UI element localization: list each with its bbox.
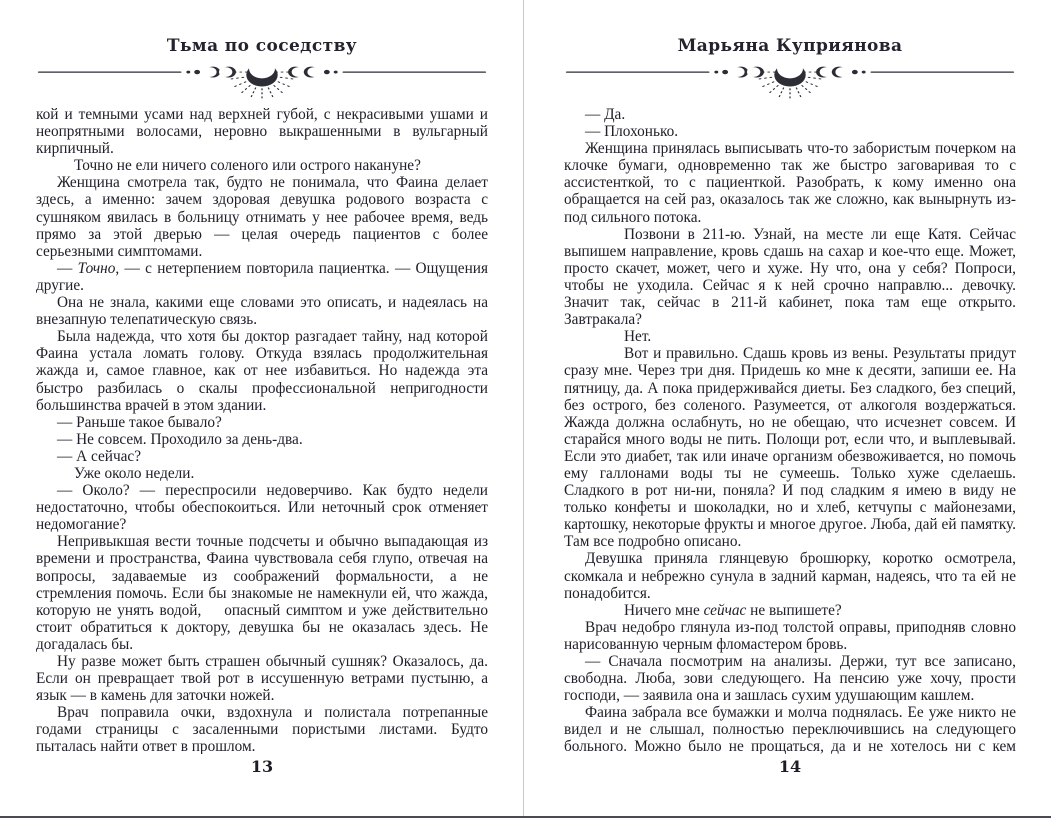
paragraph: Она не знала, какими еще словами это описать, и надеялась на внезапную телепатическую связь. [36,294,488,329]
page-number: 13 [250,757,274,776]
book-page-right [564,0,1016,818]
paragraph: Девушка приняла глянцевую брошюрку, коротко осмотрела, скомкала и небрежно сунула в задний карман, надеясь, что та ей не понадобится. [564,550,1016,602]
paragraph: Женщина смотрела так, будто не понимала, что Фаина делает здесь, а именно: зачем здоровая девушка родового возраста с сушняком явилась в больницу отнимать у нее рабочее время, ведь прямо за этой дверью — целая очередь пациентов с более серьезными симптомами. [36,174,488,260]
paragraph: кой и темными усами над верхней губой, с некрасивыми ушами и неопрятными волосами, неровно выкрашенными в вульгарный кирпичный. [36,106,488,158]
page-body [564,106,1016,754]
paragraph: Фаина забрала все бумажки и молча поднялась. Ее уже никто не видел и не слышал, полностью переключившись на следующего больного. Можно было не прощаться, да и не хотелось ни с кем [564,704,1016,754]
paragraph: — Не совсем. Проходило за день-два. [57,430,303,448]
running-header-title: Тьма по соседству [166,36,358,56]
page-header [36,36,488,101]
paragraph: Нет. [624,328,652,346]
paragraph: Вот и правильно. Сдашь кровь из вены. Результаты придут сразу мне. Через три дня. Придешь ко мне к десяти, запиши ее. На пятницу, да. А пока придерживайся диеты. Без сладкого, без специй, без острого, без соленого. Разумеется, от алкоголя воздержаться. Жажда должна ослабнуть, но не обещаю, что исчезнет совсем. И старайся много воды не пить. Полощи рот, если что, и выплевывай. Если это диабет, так или иначе организм обезвоживается, но помочь ему галлонами воды ты не сумеешь. Только хуже сделаешь. Сладкого в рот ни-ни, поняла? И под сладким я имею в виду не только конфеты и шоколадки, но и хлеб, кетчупы с майонезами, картошку, некоторые фрукты и многое другое. Люба, дай ей памятку. Там все подробно описано. [564,345,1016,551]
paragraph: — Плохонько. [585,123,679,141]
paragraph: Позвони в 211-ю. Узнай, на месте ли еще Катя. Сейчас выпишем направление, кровь сдашь на сахар и кое-что еще. Может, просто скачет, может, чего и хуже. Ну что, она у себя? Попроси, чтобы не уходила. Сейчас я к ней срочно направлю... девочку. Значит так, сейчас в 211-й кабинет, пока там еще открыто. Завтракала? [564,225,1016,329]
paragraph: Непривыкшая вести точные подсчеты и обычно выпадающая из времени и пространства, Фаина чувствовала себя глупо, отвечая на вопросы, задаваемые из соображений формальности, а не стремления помочь. Если бы знакомые не намекнули ей, что жажда, которую не унять водой, опасный симптом и уже действительно стоит обратиться к доктору, девушка бы не оказалась здесь. Не догадалась бы. [36,533,488,653]
paragraph: — Точно, — с нетерпением повторила пациентка. — Ощущения другие. [36,259,488,294]
paragraph: — Раньше такое бывало? [57,413,222,431]
paragraph: Ничего мне сейчас не выпишете? [624,601,842,619]
page-header [564,36,1016,101]
page-body [36,106,488,754]
moon-phases-divider-icon [564,59,1016,101]
paragraph: Точно не ели ничего соленого или острого накануне? [74,157,421,175]
paragraph: — Да. [585,106,626,123]
book-page-left [36,0,488,818]
moon-phases-divider-icon [36,59,488,101]
paragraph: — Около? — переспросили недоверчиво. Как будто недели недостаточно, чтобы обеспокоиться. Или неточный срок отменяет недомогание? [36,482,488,534]
page-number: 14 [778,757,802,776]
paragraph: Была надежда, что хотя бы доктор разгадает тайну, над которой Фаина устала ломать голову. Откуда взялась продолжительная жажда и, самое главное, как от нее избавиться. Но надежда эта быстро разбилась о скалы профессиональной непригодности большинства врачей в этом здании. [36,328,488,414]
paragraph: Ну разве может быть страшен обычный сушняк? Оказалось, да. Если он превращает твой рот в иссушенную ветрами пустыню, а язык — в камень для заточки ножей. [36,653,488,705]
paragraph: Женщина принялась выписывать что-то забористым почерком на клочке бумаги, одновременно так же быстро заговаривая то с ассистенткой, то с пациенткой. Разобрать, к кому именно она обращается на сей раз, оказалось так же сложно, как вынырнуть из-под сильного потока. [564,140,1016,226]
page-gutter-divider [523,0,524,818]
paragraph: — А сейчас? [57,447,142,465]
paragraph: Уже около недели. [74,464,195,482]
running-header-author: Марьяна Куприянова [677,36,903,56]
paragraph: — Сначала посмотрим на анализы. Держи, тут все записано, свободна. Люба, зови следующего. На пенсию уже хочу, прости господи, — заявила она и зашлась сухим удушающим кашлем. [564,653,1016,705]
paragraph: Врач поправила очки, вздохнула и полистала потрепанные годами страницы с засаленными пористыми листами. Будто пыталась найти ответ в прошлом. [36,704,488,754]
paragraph: Врач недобро глянула из-под толстой оправы, приподняв словно нарисованную черным фломастером бровь. [564,618,1016,653]
